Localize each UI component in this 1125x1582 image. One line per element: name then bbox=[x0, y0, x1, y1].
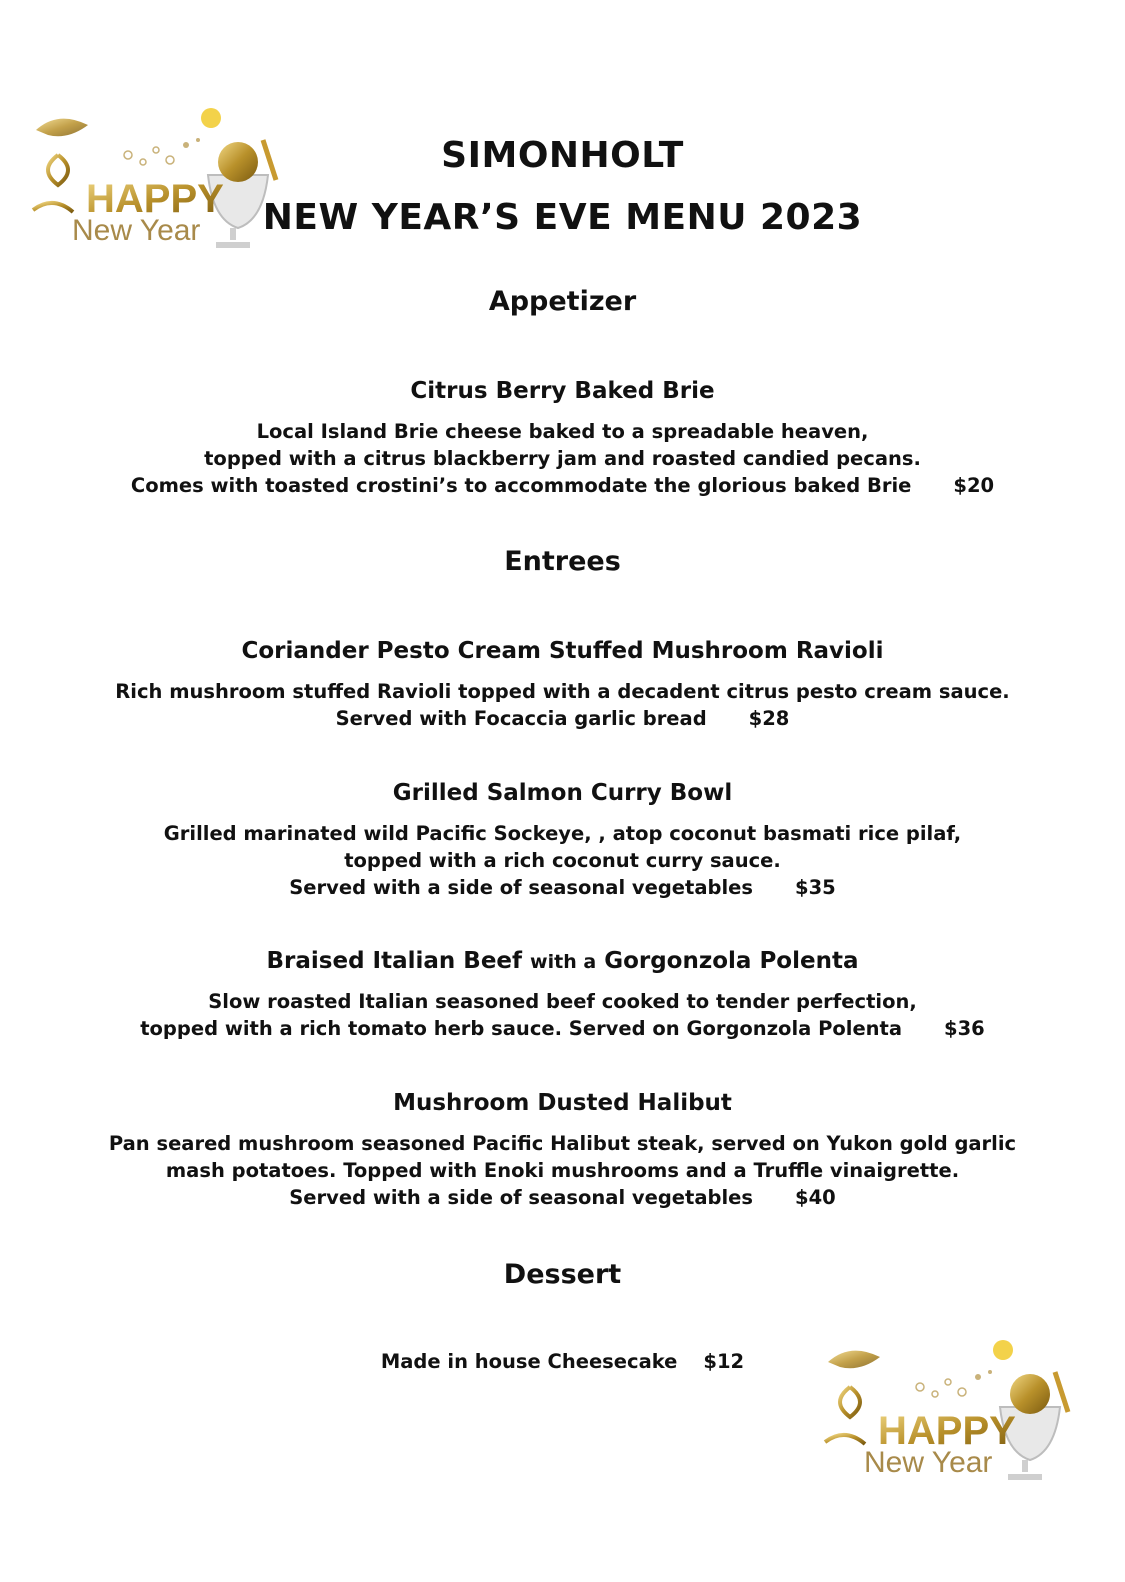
description-line-with-price bbox=[0, 1015, 1125, 1042]
section-heading-appetizer: Appetizer bbox=[488, 286, 637, 317]
logo-new-year-text: New Year bbox=[864, 1446, 993, 1479]
menu-title bbox=[0, 134, 1125, 240]
description-line: Served with a side of seasonal vegetables bbox=[289, 876, 753, 899]
description-line-with-price bbox=[0, 874, 1125, 901]
section-heading-entrees: Entrees bbox=[504, 546, 621, 577]
dish-price: $20 bbox=[953, 474, 995, 497]
dish-name: Coriander Pesto Cream Stuffed Mushroom Ravioli bbox=[241, 638, 884, 664]
description-line: topped with a rich tomato herb sauce. Served on Gorgonzola Polenta bbox=[140, 1017, 903, 1040]
description-line: Slow roasted Italian seasoned beef cooked to tender perfection, bbox=[208, 990, 917, 1013]
description-line-with-price bbox=[0, 472, 1125, 499]
dish-description bbox=[0, 678, 1125, 732]
logo-new-year-text: New Year bbox=[72, 214, 201, 247]
restaurant-name: SIMONHOLT bbox=[441, 135, 684, 176]
description-line: Local Island Brie cheese baked to a spreadable heaven, bbox=[256, 420, 869, 443]
dish-name: Made in house Cheesecake bbox=[380, 1350, 678, 1373]
section-heading-dessert: Dessert bbox=[503, 1259, 622, 1290]
dish-name-part: Gorgonzola Polenta bbox=[604, 948, 859, 974]
description-line: Served with Focaccia garlic bread bbox=[335, 707, 707, 730]
dish-name-connector: with a bbox=[530, 951, 597, 973]
menu-subtitle: NEW YEAR’S EVE MENU 2023 bbox=[262, 197, 863, 238]
dish-name-part: Braised Italian Beef bbox=[266, 948, 523, 974]
description-line: Comes with toasted crostini’s to accommodate the glorious baked Brie bbox=[130, 474, 912, 497]
dish-description bbox=[0, 418, 1125, 499]
description-line: topped with a citrus blackberry jam and roasted candied pecans. bbox=[204, 447, 921, 470]
dish-price: $35 bbox=[795, 876, 836, 899]
description-line: Served with a side of seasonal vegetables bbox=[289, 1186, 753, 1209]
description-line: Pan seared mushroom seasoned Pacific Halibut steak, served on Yukon gold garlic bbox=[108, 1132, 1017, 1155]
happy-new-year-logo-bottom bbox=[820, 1332, 1075, 1487]
dish-name bbox=[0, 947, 1125, 976]
description-line-with-price bbox=[0, 1184, 1125, 1211]
description-line: topped with a rich coconut curry sauce. bbox=[344, 849, 781, 872]
description-line: mash potatoes. Topped with Enoki mushrooms and a Truffle vinaigrette. bbox=[165, 1159, 960, 1182]
dish-price: $36 bbox=[944, 1017, 985, 1040]
description-line: Grilled marinated wild Pacific Sockeye, , atop coconut basmati rice pilaf, bbox=[163, 822, 962, 845]
dish-description bbox=[0, 988, 1125, 1042]
dish-name: Grilled Salmon Curry Bowl bbox=[392, 780, 733, 806]
dish-description bbox=[0, 820, 1125, 901]
logo-happy-text: HAPPY bbox=[878, 1409, 1016, 1453]
dish-price: $40 bbox=[795, 1186, 836, 1209]
dish-price: $12 bbox=[703, 1350, 745, 1373]
description-line-with-price bbox=[0, 705, 1125, 732]
dish-price: $28 bbox=[748, 707, 790, 730]
dish-name: Mushroom Dusted Halibut bbox=[393, 1090, 732, 1116]
dish-description bbox=[0, 1130, 1125, 1211]
logo-happy-text: HAPPY bbox=[86, 177, 224, 221]
dish-name: Citrus Berry Baked Brie bbox=[410, 378, 715, 404]
description-line: Rich mushroom stuffed Ravioli topped with a decadent citrus pesto cream sauce. bbox=[115, 680, 1010, 703]
